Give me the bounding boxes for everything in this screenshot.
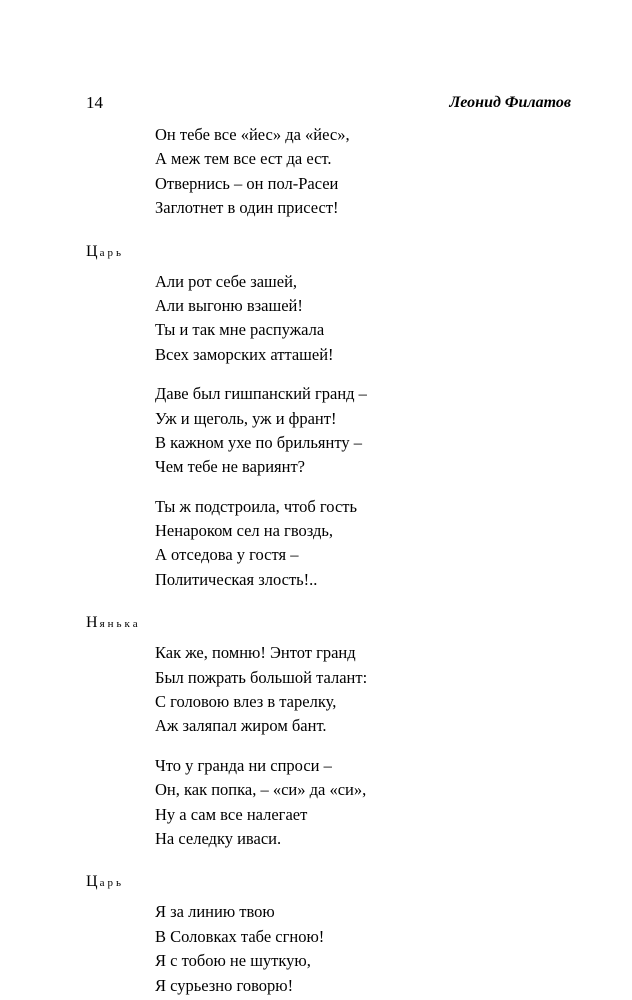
page-number: 14 (86, 93, 103, 112)
verse-line: Заглотнет в один присест! (155, 198, 339, 218)
play-text (0, 123, 632, 998)
verse-line: А отседова у гостя – (155, 545, 299, 565)
verse-line: С головою влез в тарелку, (155, 692, 337, 712)
verse-line: Ну а сам все налегает (155, 804, 308, 824)
verse-line: Отвернись – он пол-Расеи (155, 173, 339, 193)
stanza (155, 123, 632, 221)
verse-line: Аж заляпал жиром бант. (155, 716, 327, 736)
verse-line: Он, как попка, – «си» да «си», (155, 780, 367, 800)
verse-line: Ты ж подстроила, чтоб гость (155, 496, 358, 516)
verse-line: На селедку иваси. (155, 828, 282, 848)
stanza (155, 754, 632, 852)
speaker-name-tsar: Царь (86, 873, 124, 891)
verse-line: Всех заморских атташей! (155, 344, 334, 364)
verse-line: Политическая злость!.. (155, 569, 318, 589)
running-head-author: Леонид Филатов (449, 94, 571, 111)
verse-line: Был пожрать большой талант: (155, 667, 368, 687)
verse-line: Он тебе все «йес» да «йес», (155, 125, 350, 144)
verse-line: Ненароком сел на гвоздь, (155, 521, 334, 541)
speaker-name-tsar: Царь (86, 242, 124, 260)
verse-line: Уж и щеголь, уж и франт! (155, 408, 337, 428)
verse-line: Что у гранда ни спроси – (155, 755, 332, 775)
verse-line: Ты и так мне распужала (155, 320, 325, 340)
verse-line: Как же, помню! Энтот гранд (155, 643, 356, 663)
verse-line: Али выгоню взашей! (155, 295, 303, 315)
verse-line: Я сурьезно говорю! (155, 975, 294, 995)
verse-line: А меж тем все ест да ест. (155, 149, 332, 169)
stanza (155, 495, 632, 593)
verse-line: В Соловках табе сгною! (155, 926, 325, 946)
stanza (155, 270, 632, 368)
verse-line: В кажном ухе по брильянту – (155, 432, 362, 452)
verse-line: Даве был гишпанский гранд – (155, 384, 367, 404)
stanza (155, 382, 632, 480)
verse-line: Я за линию твою (155, 902, 275, 922)
verse-line: Али рот себе зашей, (155, 271, 298, 291)
stanza (155, 900, 632, 998)
verse-line: Чем тебе не вариянт? (155, 457, 305, 477)
verse-line: Я с тобою не шуткую, (155, 951, 311, 971)
speaker-name-nanny: Нянька (86, 614, 141, 632)
stanza (155, 641, 632, 739)
